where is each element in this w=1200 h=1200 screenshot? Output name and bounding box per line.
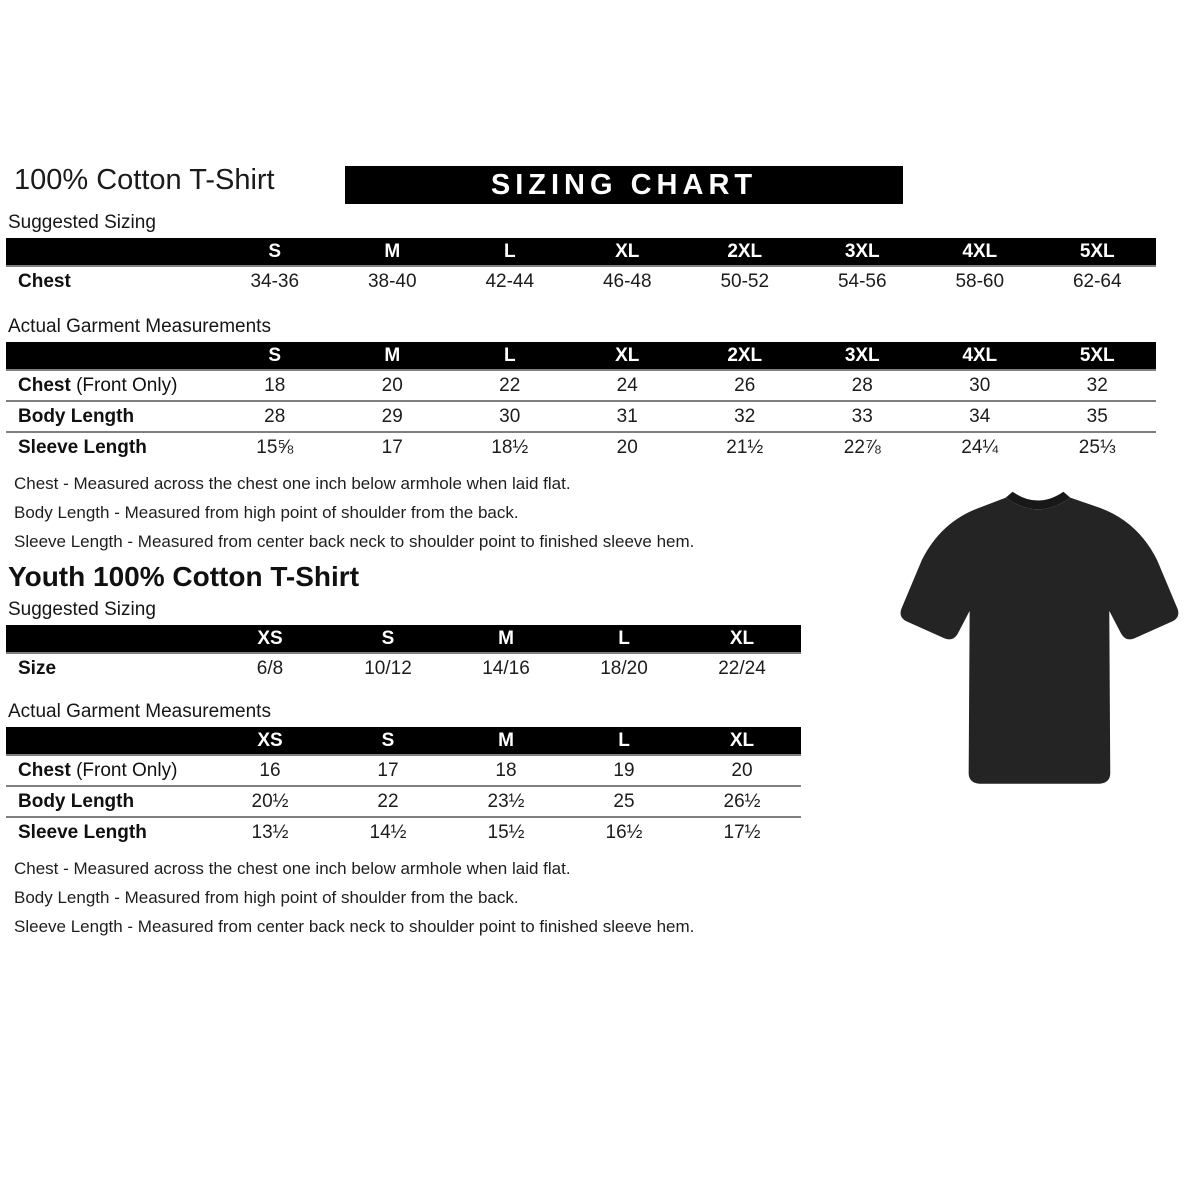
size-value: 15½ <box>487 821 525 843</box>
size-value: 17 <box>381 436 403 458</box>
size-value: 20½ <box>251 790 289 812</box>
row-label-main: Size <box>18 657 57 679</box>
size-column-header: L <box>503 344 516 366</box>
size-column-header: S <box>381 627 395 649</box>
size-column-header: XL <box>615 240 640 262</box>
page-title: 100% Cotton T-Shirt <box>14 164 275 196</box>
tshirt-body-shape <box>901 498 1179 784</box>
size-column-header: 2XL <box>727 240 763 262</box>
size-value: 22 <box>377 790 399 812</box>
size-column-header: S <box>268 240 282 262</box>
row-label-main: Chest <box>18 270 71 292</box>
row-label <box>6 437 216 459</box>
size-value: 34-36 <box>250 270 300 292</box>
size-value: 25⅓ <box>1078 436 1116 458</box>
row-label <box>6 375 216 397</box>
adult-suggested-table <box>6 238 1156 296</box>
size-value: 26½ <box>723 790 761 812</box>
row-label-main: Body Length <box>18 405 135 427</box>
adult-actual-body <box>6 369 1156 462</box>
size-value: 18/20 <box>600 657 648 679</box>
table-row <box>6 431 1156 462</box>
youth-suggested-table <box>6 625 801 683</box>
table-row <box>6 652 801 683</box>
row-label <box>6 822 211 844</box>
sizing-chart-banner: SIZING CHART <box>345 166 903 204</box>
size-column-header: M <box>384 344 401 366</box>
size-value: 15⅝ <box>256 436 294 458</box>
size-column-header: M <box>498 729 514 751</box>
size-column-header: XL <box>729 729 755 751</box>
measurement-note: Chest - Measured across the chest one inch below armhole when laid flat. <box>14 474 571 493</box>
size-column-header: XL <box>729 627 755 649</box>
size-value: 35 <box>1086 405 1108 427</box>
row-label <box>6 406 216 428</box>
youth-suggested-body <box>6 652 801 683</box>
table-row <box>6 400 1156 431</box>
adult-actual-measurements-label: Actual Garment Measurements <box>8 316 271 337</box>
row-label-main: Sleeve Length <box>18 436 147 458</box>
size-value: 20 <box>381 374 403 396</box>
size-value: 31 <box>616 405 638 427</box>
row-values <box>211 822 801 844</box>
size-column-header: 3XL <box>844 240 880 262</box>
size-column-header: 5XL <box>1079 344 1115 366</box>
row-label-suffix: (Front Only) <box>70 759 178 781</box>
size-column-header: XS <box>257 729 283 751</box>
youth-actual-measurements-label: Actual Garment Measurements <box>8 701 271 722</box>
row-values <box>211 658 801 680</box>
size-value: 26 <box>734 374 756 396</box>
size-value: 10/12 <box>364 657 412 679</box>
size-column-header: 2XL <box>727 344 763 366</box>
size-value: 18 <box>264 374 286 396</box>
youth-measurement-notes <box>14 859 1156 937</box>
size-value: 17½ <box>723 821 761 843</box>
size-value: 24 <box>616 374 638 396</box>
table-row <box>6 754 801 785</box>
size-column-header: M <box>498 627 514 649</box>
size-value: 19 <box>613 759 635 781</box>
measurement-note: Chest - Measured across the chest one inch below armhole when laid flat. <box>14 859 571 878</box>
size-column-header: M <box>384 240 401 262</box>
size-value: 20 <box>731 759 753 781</box>
size-value: 6/8 <box>256 657 284 679</box>
row-label <box>6 760 211 782</box>
size-value: 13½ <box>251 821 289 843</box>
size-value: 58-60 <box>955 270 1005 292</box>
size-value: 24¼ <box>961 436 999 458</box>
row-values <box>216 437 1156 459</box>
row-label <box>6 271 216 293</box>
size-value: 22/24 <box>718 657 766 679</box>
size-value: 46-48 <box>602 270 652 292</box>
size-value: 18½ <box>491 436 529 458</box>
youth-suggested-column-headers <box>211 628 801 650</box>
table-row <box>6 816 801 847</box>
youth-actual-body <box>6 754 801 847</box>
size-value: 54-56 <box>837 270 887 292</box>
size-column-header: S <box>381 729 395 751</box>
size-column-header: S <box>268 344 282 366</box>
measurement-note: Sleeve Length - Measured from center back neck to shoulder point to finished sleeve hem. <box>14 532 695 551</box>
size-column-header: L <box>618 627 630 649</box>
measurement-note: Body Length - Measured from high point of shoulder from the back. <box>14 503 519 522</box>
adult-suggested-column-headers <box>216 241 1156 263</box>
measurement-note: Sleeve Length - Measured from center back neck to shoulder point to finished sleeve hem. <box>14 917 695 936</box>
size-value: 16 <box>259 759 281 781</box>
size-value: 23½ <box>487 790 525 812</box>
size-value: 20 <box>616 436 638 458</box>
size-value: 17 <box>377 759 399 781</box>
adult-suggested-body <box>6 265 1156 296</box>
size-value: 21½ <box>726 436 764 458</box>
size-column-header: L <box>503 240 516 262</box>
adult-header-row <box>6 164 1156 206</box>
row-values <box>216 271 1156 293</box>
youth-suggested-sizing-label: Suggested Sizing <box>8 599 156 620</box>
size-value: 18 <box>495 759 517 781</box>
size-value: 62-64 <box>1072 270 1122 292</box>
size-value: 16½ <box>605 821 643 843</box>
youth-actual-table <box>6 727 801 847</box>
row-label <box>6 791 211 813</box>
size-column-header: 3XL <box>844 344 880 366</box>
size-value: 22⅞ <box>843 436 881 458</box>
size-value: 30 <box>499 405 521 427</box>
size-column-header: 4XL <box>962 344 998 366</box>
size-value: 29 <box>381 405 403 427</box>
row-label-main: Chest <box>18 374 71 396</box>
row-values <box>211 760 801 782</box>
adult-actual-header-row <box>6 342 1156 369</box>
size-value: 28 <box>851 374 873 396</box>
row-label-suffix: (Front Only) <box>70 374 178 396</box>
black-tshirt-image <box>888 482 1188 814</box>
size-column-header: 4XL <box>962 240 998 262</box>
size-value: 38-40 <box>367 270 417 292</box>
tshirt-silhouette <box>888 482 1188 814</box>
row-values <box>211 791 801 813</box>
row-label-main: Chest <box>18 759 71 781</box>
youth-actual-column-headers <box>211 730 801 752</box>
size-value: 14/16 <box>482 657 530 679</box>
size-value: 22 <box>499 374 521 396</box>
adult-suggested-header-row <box>6 238 1156 265</box>
youth-suggested-header-row <box>6 625 801 652</box>
size-value: 42-44 <box>485 270 535 292</box>
row-values <box>216 406 1156 428</box>
table-row <box>6 369 1156 400</box>
size-column-header: XL <box>615 344 640 366</box>
size-column-header: XS <box>257 627 283 649</box>
size-column-header: 5XL <box>1079 240 1115 262</box>
youth-section-title: Youth 100% Cotton T-Shirt <box>8 561 360 592</box>
adult-suggested-sizing-label: Suggested Sizing <box>8 212 156 233</box>
size-value: 34 <box>969 405 991 427</box>
size-value: 32 <box>1086 374 1108 396</box>
row-label-main: Sleeve Length <box>18 821 147 843</box>
size-value: 14½ <box>369 821 407 843</box>
size-value: 33 <box>851 405 873 427</box>
row-label <box>6 658 211 680</box>
size-value: 30 <box>969 374 991 396</box>
row-values <box>216 375 1156 397</box>
size-value: 28 <box>264 405 286 427</box>
row-label-main: Body Length <box>18 790 135 812</box>
size-value: 50-52 <box>720 270 770 292</box>
size-column-header: L <box>618 729 630 751</box>
size-value: 25 <box>613 790 635 812</box>
youth-actual-header-row <box>6 727 801 754</box>
adult-actual-column-headers <box>216 345 1156 367</box>
table-row <box>6 785 801 816</box>
size-value: 32 <box>734 405 756 427</box>
adult-actual-table <box>6 342 1156 462</box>
measurement-note: Body Length - Measured from high point of shoulder from the back. <box>14 888 519 907</box>
table-row <box>6 265 1156 296</box>
